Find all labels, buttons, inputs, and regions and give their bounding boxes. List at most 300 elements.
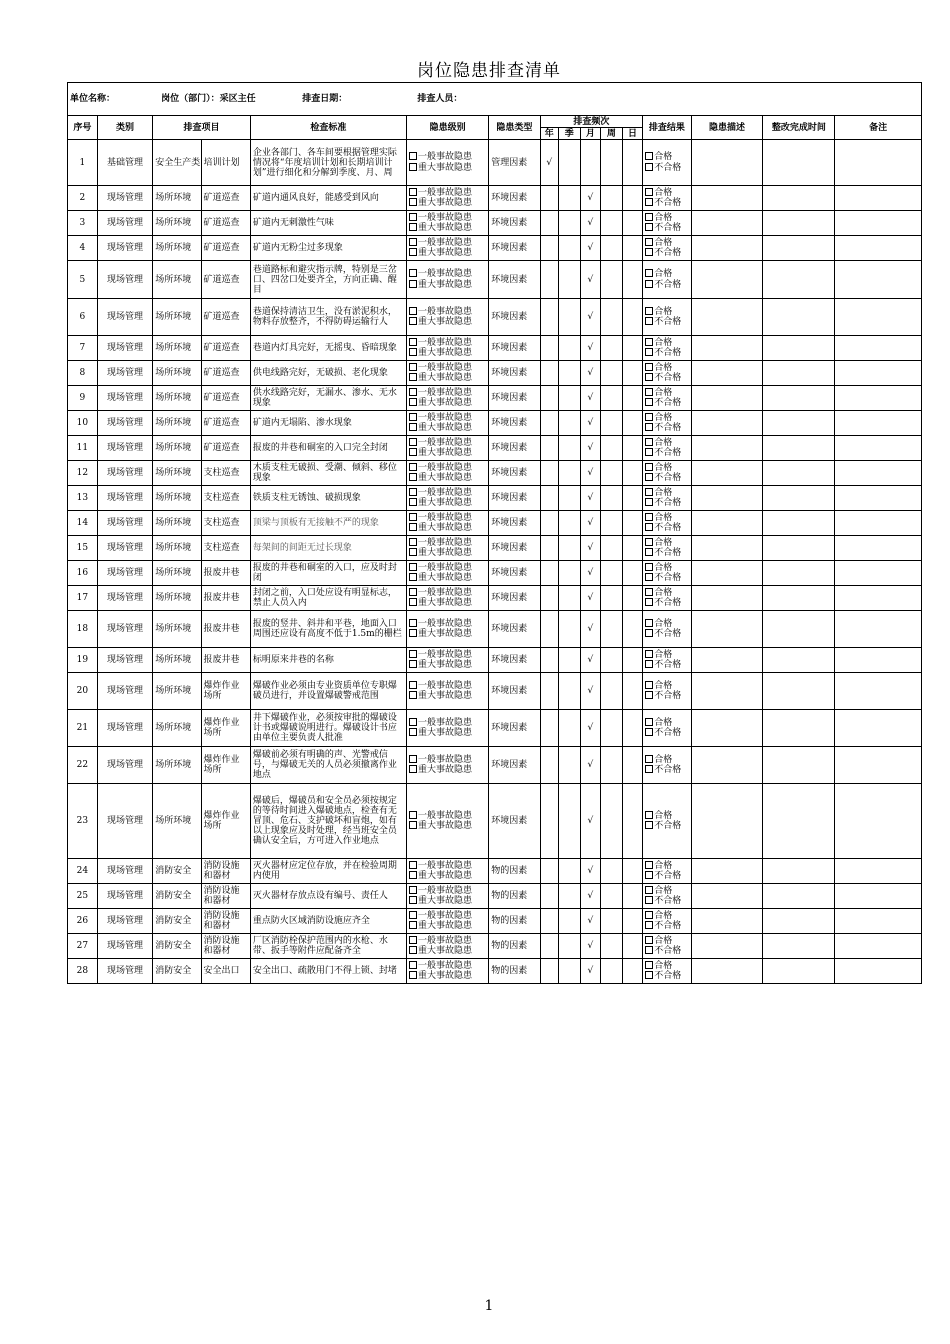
freq-month-cell <box>580 186 601 211</box>
result-pass-checkbox[interactable] <box>645 681 688 692</box>
row-deadline[interactable] <box>763 784 835 859</box>
checkbox-label: 合格 <box>654 537 673 548</box>
freq-week-cell <box>601 461 623 486</box>
result-pass-checkbox[interactable] <box>645 213 688 224</box>
result-fail-checkbox[interactable] <box>645 473 688 484</box>
row-remark[interactable] <box>835 561 922 586</box>
row-remark[interactable] <box>835 436 922 461</box>
result-fail-checkbox[interactable] <box>645 373 688 384</box>
row-category: 现场管理 <box>97 611 152 648</box>
row-remark[interactable] <box>835 299 922 336</box>
checkmark-icon: √ <box>587 593 594 603</box>
row-remark[interactable] <box>835 884 922 909</box>
row-deadline[interactable] <box>763 336 835 361</box>
level-major-checkbox[interactable] <box>409 280 486 291</box>
row-remark[interactable] <box>835 511 922 536</box>
result-pass-checkbox[interactable] <box>645 438 688 449</box>
row-number: 3 <box>68 211 98 236</box>
row-deadline[interactable] <box>763 461 835 486</box>
row-item-group: 场所环境 <box>153 461 201 486</box>
result-fail-checkbox[interactable] <box>645 163 688 174</box>
checkbox-icon <box>409 936 417 944</box>
row-deadline[interactable] <box>763 859 835 884</box>
row-standard: 安全出口、疏散用门不得上锁、封堵 <box>250 959 406 984</box>
row-description[interactable] <box>691 561 763 586</box>
level-general-checkbox[interactable] <box>409 538 486 549</box>
level-major-checkbox[interactable] <box>409 921 486 932</box>
row-level <box>407 884 489 909</box>
level-general-checkbox[interactable] <box>409 961 486 972</box>
row-remark[interactable] <box>835 336 922 361</box>
row-description[interactable] <box>691 211 763 236</box>
level-general-checkbox[interactable] <box>409 911 486 922</box>
result-fail-checkbox[interactable] <box>645 896 688 907</box>
row-description[interactable] <box>691 710 763 747</box>
level-major-checkbox[interactable] <box>409 971 486 982</box>
level-general-checkbox[interactable] <box>409 188 486 199</box>
level-major-checkbox[interactable] <box>409 523 486 534</box>
row-remark[interactable] <box>835 411 922 436</box>
freq-quarter-cell <box>559 536 581 561</box>
result-pass-checkbox[interactable] <box>645 388 688 399</box>
freq-quarter-cell <box>559 747 581 784</box>
row-deadline[interactable] <box>763 511 835 536</box>
row-result <box>643 784 691 859</box>
freq-quarter-cell <box>559 561 581 586</box>
row-deadline[interactable] <box>763 934 835 959</box>
level-general-checkbox[interactable] <box>409 563 486 574</box>
row-description[interactable] <box>691 784 763 859</box>
row-deadline[interactable] <box>763 561 835 586</box>
row-description[interactable] <box>691 386 763 411</box>
checkmark-icon: √ <box>587 393 594 403</box>
result-fail-checkbox[interactable] <box>645 448 688 459</box>
result-fail-checkbox[interactable] <box>645 921 688 932</box>
row-standard: 巷道路标和避灾指示牌，特别是三岔口、四岔口处要齐全，方向正确、醒目 <box>250 261 406 299</box>
row-remark[interactable] <box>835 386 922 411</box>
row-description[interactable] <box>691 648 763 673</box>
row-item: 安全出口 <box>201 959 250 984</box>
row-description[interactable] <box>691 884 763 909</box>
result-pass-checkbox[interactable] <box>645 619 688 630</box>
row-remark[interactable] <box>835 710 922 747</box>
table-row <box>68 511 922 536</box>
freq-day-cell <box>622 909 643 934</box>
row-remark[interactable] <box>835 611 922 648</box>
checkbox-label: 一般事故隐患 <box>418 649 473 660</box>
checkmark-icon: √ <box>587 368 594 378</box>
level-major-checkbox[interactable] <box>409 728 486 739</box>
result-fail-checkbox[interactable] <box>645 523 688 534</box>
freq-year-cell <box>540 140 558 186</box>
row-deadline[interactable] <box>763 884 835 909</box>
row-deadline[interactable] <box>763 959 835 984</box>
row-description[interactable] <box>691 859 763 884</box>
row-item-group: 消防安全 <box>153 909 201 934</box>
checkbox-icon <box>409 152 417 160</box>
row-deadline[interactable] <box>763 611 835 648</box>
row-description[interactable] <box>691 140 763 186</box>
level-general-checkbox[interactable] <box>409 650 486 661</box>
level-general-checkbox[interactable] <box>409 388 486 399</box>
row-remark[interactable] <box>835 747 922 784</box>
row-deadline[interactable] <box>763 436 835 461</box>
freq-week-cell <box>601 648 623 673</box>
row-deadline[interactable] <box>763 236 835 261</box>
checkbox-icon <box>409 861 417 869</box>
result-fail-checkbox[interactable] <box>645 573 688 584</box>
result-fail-checkbox[interactable] <box>645 728 688 739</box>
level-major-checkbox[interactable] <box>409 821 486 832</box>
result-fail-checkbox[interactable] <box>645 871 688 882</box>
level-major-checkbox[interactable] <box>409 373 486 384</box>
result-fail-checkbox[interactable] <box>645 280 688 291</box>
row-deadline[interactable] <box>763 710 835 747</box>
checkbox-label: 重大事故隐患 <box>418 473 473 483</box>
level-general-checkbox[interactable] <box>409 152 486 163</box>
checkmark-icon: √ <box>587 891 594 901</box>
level-general-checkbox[interactable] <box>409 438 486 449</box>
freq-month-cell <box>580 486 601 511</box>
level-major-checkbox[interactable] <box>409 498 486 509</box>
level-major-checkbox[interactable] <box>409 223 486 234</box>
header-deadline: 整改完成时间 <box>763 116 835 140</box>
row-item-group: 场所环境 <box>153 336 201 361</box>
freq-quarter-cell <box>559 361 581 386</box>
row-deadline[interactable] <box>763 586 835 611</box>
row-deadline[interactable] <box>763 140 835 186</box>
level-general-checkbox[interactable] <box>409 619 486 630</box>
level-major-checkbox[interactable] <box>409 598 486 609</box>
row-description[interactable] <box>691 261 763 299</box>
level-general-checkbox[interactable] <box>409 338 486 349</box>
header-remark: 备注 <box>835 116 922 140</box>
row-remark[interactable] <box>835 211 922 236</box>
checkbox-icon <box>409 548 417 556</box>
level-general-checkbox[interactable] <box>409 811 486 822</box>
checkbox-icon <box>645 861 653 869</box>
level-general-checkbox[interactable] <box>409 463 486 474</box>
freq-day-cell <box>622 411 643 436</box>
freq-year-cell <box>540 909 558 934</box>
level-major-checkbox[interactable] <box>409 871 486 882</box>
freq-day-cell <box>622 586 643 611</box>
row-remark[interactable] <box>835 261 922 299</box>
table-row <box>68 747 922 784</box>
checkbox-icon <box>409 280 417 288</box>
row-description[interactable] <box>691 611 763 648</box>
result-pass-checkbox[interactable] <box>645 338 688 349</box>
level-major-checkbox[interactable] <box>409 163 486 174</box>
row-item: 矿道巡查 <box>201 211 250 236</box>
row-level <box>407 648 489 673</box>
row-description[interactable] <box>691 511 763 536</box>
row-description[interactable] <box>691 436 763 461</box>
result-fail-checkbox[interactable] <box>645 348 688 359</box>
checkbox-label: 一般事故隐患 <box>418 537 473 548</box>
checkbox-label: 不合格 <box>654 198 682 208</box>
row-remark[interactable] <box>835 186 922 211</box>
level-major-checkbox[interactable] <box>409 198 486 209</box>
row-deadline[interactable] <box>763 361 835 386</box>
checkbox-icon <box>409 513 417 521</box>
result-fail-checkbox[interactable] <box>645 548 688 559</box>
result-pass-checkbox[interactable] <box>645 563 688 574</box>
level-major-checkbox[interactable] <box>409 423 486 434</box>
level-general-checkbox[interactable] <box>409 269 486 280</box>
row-description[interactable] <box>691 411 763 436</box>
freq-week-cell <box>601 211 623 236</box>
level-general-checkbox[interactable] <box>409 588 486 599</box>
level-major-checkbox[interactable] <box>409 248 486 259</box>
result-pass-checkbox[interactable] <box>645 755 688 766</box>
level-major-checkbox[interactable] <box>409 629 486 640</box>
result-pass-checkbox[interactable] <box>645 538 688 549</box>
row-deadline[interactable] <box>763 909 835 934</box>
row-description[interactable] <box>691 299 763 336</box>
row-description[interactable] <box>691 461 763 486</box>
result-fail-checkbox[interactable] <box>645 691 688 702</box>
result-pass-checkbox[interactable] <box>645 911 688 922</box>
result-pass-checkbox[interactable] <box>645 861 688 872</box>
row-description[interactable] <box>691 909 763 934</box>
row-description[interactable] <box>691 536 763 561</box>
level-general-checkbox[interactable] <box>409 886 486 897</box>
freq-quarter-cell <box>559 386 581 411</box>
result-fail-checkbox[interactable] <box>645 629 688 640</box>
row-type: 环境因素 <box>489 486 540 511</box>
row-remark[interactable] <box>835 648 922 673</box>
row-category: 现场管理 <box>97 436 152 461</box>
checkbox-label: 一般事故隐患 <box>418 306 473 317</box>
result-pass-checkbox[interactable] <box>645 513 688 524</box>
checkmark-icon: √ <box>587 274 594 285</box>
row-description[interactable] <box>691 934 763 959</box>
checkbox-label: 合格 <box>654 412 673 423</box>
row-deadline[interactable] <box>763 261 835 299</box>
level-major-checkbox[interactable] <box>409 573 486 584</box>
freq-year-cell <box>540 611 558 648</box>
row-level <box>407 336 489 361</box>
checkbox-icon <box>645 307 653 315</box>
level-major-checkbox[interactable] <box>409 473 486 484</box>
result-fail-checkbox[interactable] <box>645 660 688 671</box>
freq-week-cell <box>601 386 623 411</box>
result-pass-checkbox[interactable] <box>645 488 688 499</box>
result-fail-checkbox[interactable] <box>645 821 688 832</box>
row-deadline[interactable] <box>763 386 835 411</box>
row-remark[interactable] <box>835 909 922 934</box>
checkbox-label: 一般事故隐患 <box>418 910 473 921</box>
checkbox-icon <box>645 971 653 979</box>
row-remark[interactable] <box>835 461 922 486</box>
row-number: 16 <box>68 561 98 586</box>
checkbox-icon <box>409 755 417 763</box>
row-deadline[interactable] <box>763 747 835 784</box>
row-standard: 企业各部门、各车间要根据管理实际情况将“年度培训计划和长期培训计划”进行细化和分解到季度、月、周 <box>250 140 406 186</box>
row-item-group: 场所环境 <box>153 236 201 261</box>
level-major-checkbox[interactable] <box>409 348 486 359</box>
row-description[interactable] <box>691 586 763 611</box>
result-pass-checkbox[interactable] <box>645 588 688 599</box>
row-item-group: 消防安全 <box>153 934 201 959</box>
level-general-checkbox[interactable] <box>409 413 486 424</box>
header-standard: 检查标准 <box>250 116 406 140</box>
row-result <box>643 511 691 536</box>
row-item: 报废井巷 <box>201 586 250 611</box>
result-fail-checkbox[interactable] <box>645 971 688 982</box>
result-pass-checkbox[interactable] <box>645 936 688 947</box>
row-remark[interactable] <box>835 361 922 386</box>
result-fail-checkbox[interactable] <box>645 317 688 328</box>
level-major-checkbox[interactable] <box>409 548 486 559</box>
checkbox-label: 重大事故隐患 <box>418 728 473 738</box>
row-category: 现场管理 <box>97 648 152 673</box>
freq-quarter-cell <box>559 673 581 710</box>
result-fail-checkbox[interactable] <box>645 598 688 609</box>
freq-month-cell <box>580 461 601 486</box>
level-general-checkbox[interactable] <box>409 238 486 249</box>
level-major-checkbox[interactable] <box>409 765 486 776</box>
level-major-checkbox[interactable] <box>409 660 486 671</box>
level-major-checkbox[interactable] <box>409 946 486 957</box>
freq-week-cell <box>601 511 623 536</box>
result-pass-checkbox[interactable] <box>645 961 688 972</box>
result-fail-checkbox[interactable] <box>645 498 688 509</box>
row-description[interactable] <box>691 236 763 261</box>
row-remark[interactable] <box>835 486 922 511</box>
level-general-checkbox[interactable] <box>409 513 486 524</box>
row-type: 环境因素 <box>489 673 540 710</box>
checkmark-icon: √ <box>587 723 594 733</box>
row-remark[interactable] <box>835 959 922 984</box>
level-general-checkbox[interactable] <box>409 363 486 374</box>
row-item: 消防设施和器材 <box>201 934 250 959</box>
result-pass-checkbox[interactable] <box>645 152 688 163</box>
result-fail-checkbox[interactable] <box>645 423 688 434</box>
row-remark[interactable] <box>835 859 922 884</box>
checkbox-label: 不合格 <box>654 423 682 433</box>
result-pass-checkbox[interactable] <box>645 363 688 374</box>
row-level <box>407 411 489 436</box>
result-pass-checkbox[interactable] <box>645 650 688 661</box>
row-type: 环境因素 <box>489 511 540 536</box>
result-fail-checkbox[interactable] <box>645 223 688 234</box>
row-item-group: 场所环境 <box>153 511 201 536</box>
freq-week-cell <box>601 186 623 211</box>
result-pass-checkbox[interactable] <box>645 718 688 729</box>
row-standard: 井下爆破作业，必须按审批的爆破设计书或爆破说明进行。爆破设计书应由单位主要负责人批准 <box>250 710 406 747</box>
row-deadline[interactable] <box>763 536 835 561</box>
row-remark[interactable] <box>835 586 922 611</box>
result-pass-checkbox[interactable] <box>645 238 688 249</box>
row-remark[interactable] <box>835 236 922 261</box>
row-description[interactable] <box>691 747 763 784</box>
level-major-checkbox[interactable] <box>409 691 486 702</box>
checkbox-label: 重大事故隐患 <box>418 198 473 208</box>
result-pass-checkbox[interactable] <box>645 413 688 424</box>
row-category: 现场管理 <box>97 909 152 934</box>
table-row <box>68 859 922 884</box>
checkbox-label: 一般事故隐患 <box>418 618 473 629</box>
row-deadline[interactable] <box>763 648 835 673</box>
freq-day-cell <box>622 211 643 236</box>
table-row <box>68 386 922 411</box>
row-type: 环境因素 <box>489 386 540 411</box>
row-remark[interactable] <box>835 784 922 859</box>
level-general-checkbox[interactable] <box>409 681 486 692</box>
level-general-checkbox[interactable] <box>409 936 486 947</box>
row-deadline[interactable] <box>763 411 835 436</box>
checkbox-icon <box>409 538 417 546</box>
checkbox-icon <box>409 619 417 627</box>
row-deadline[interactable] <box>763 486 835 511</box>
result-fail-checkbox[interactable] <box>645 946 688 957</box>
level-major-checkbox[interactable] <box>409 896 486 907</box>
row-description[interactable] <box>691 186 763 211</box>
level-general-checkbox[interactable] <box>409 861 486 872</box>
row-remark[interactable] <box>835 536 922 561</box>
level-general-checkbox[interactable] <box>409 307 486 318</box>
freq-week-cell <box>601 934 623 959</box>
result-fail-checkbox[interactable] <box>645 198 688 209</box>
freq-year-cell <box>540 361 558 386</box>
freq-month-cell <box>580 236 601 261</box>
level-major-checkbox[interactable] <box>409 398 486 409</box>
result-pass-checkbox[interactable] <box>645 811 688 822</box>
result-pass-checkbox[interactable] <box>645 463 688 474</box>
result-fail-checkbox[interactable] <box>645 765 688 776</box>
row-level <box>407 747 489 784</box>
checkbox-label: 一般事故隐患 <box>418 152 473 162</box>
row-description[interactable] <box>691 673 763 710</box>
row-deadline[interactable] <box>763 211 835 236</box>
row-item: 爆炸作业场所 <box>201 710 250 747</box>
row-deadline[interactable] <box>763 186 835 211</box>
row-description[interactable] <box>691 361 763 386</box>
level-major-checkbox[interactable] <box>409 317 486 328</box>
row-deadline[interactable] <box>763 673 835 710</box>
level-general-checkbox[interactable] <box>409 718 486 729</box>
level-general-checkbox[interactable] <box>409 488 486 499</box>
result-pass-checkbox[interactable] <box>645 269 688 280</box>
row-description[interactable] <box>691 959 763 984</box>
row-remark[interactable] <box>835 934 922 959</box>
freq-day-cell <box>622 140 643 186</box>
result-pass-checkbox[interactable] <box>645 188 688 199</box>
freq-day-cell <box>622 710 643 747</box>
result-pass-checkbox[interactable] <box>645 886 688 897</box>
result-fail-checkbox[interactable] <box>645 398 688 409</box>
row-deadline[interactable] <box>763 299 835 336</box>
row-item: 矿道巡查 <box>201 261 250 299</box>
checkbox-label: 不合格 <box>654 373 682 383</box>
row-remark[interactable] <box>835 140 922 186</box>
result-fail-checkbox[interactable] <box>645 248 688 259</box>
row-category: 现场管理 <box>97 586 152 611</box>
level-general-checkbox[interactable] <box>409 755 486 766</box>
row-description[interactable] <box>691 336 763 361</box>
table-row <box>68 934 922 959</box>
checkbox-icon <box>645 498 653 506</box>
level-general-checkbox[interactable] <box>409 213 486 224</box>
result-pass-checkbox[interactable] <box>645 307 688 318</box>
checkbox-label: 不合格 <box>654 946 682 956</box>
level-major-checkbox[interactable] <box>409 448 486 459</box>
checkmark-icon: √ <box>587 655 594 665</box>
row-description[interactable] <box>691 486 763 511</box>
row-remark[interactable] <box>835 673 922 710</box>
